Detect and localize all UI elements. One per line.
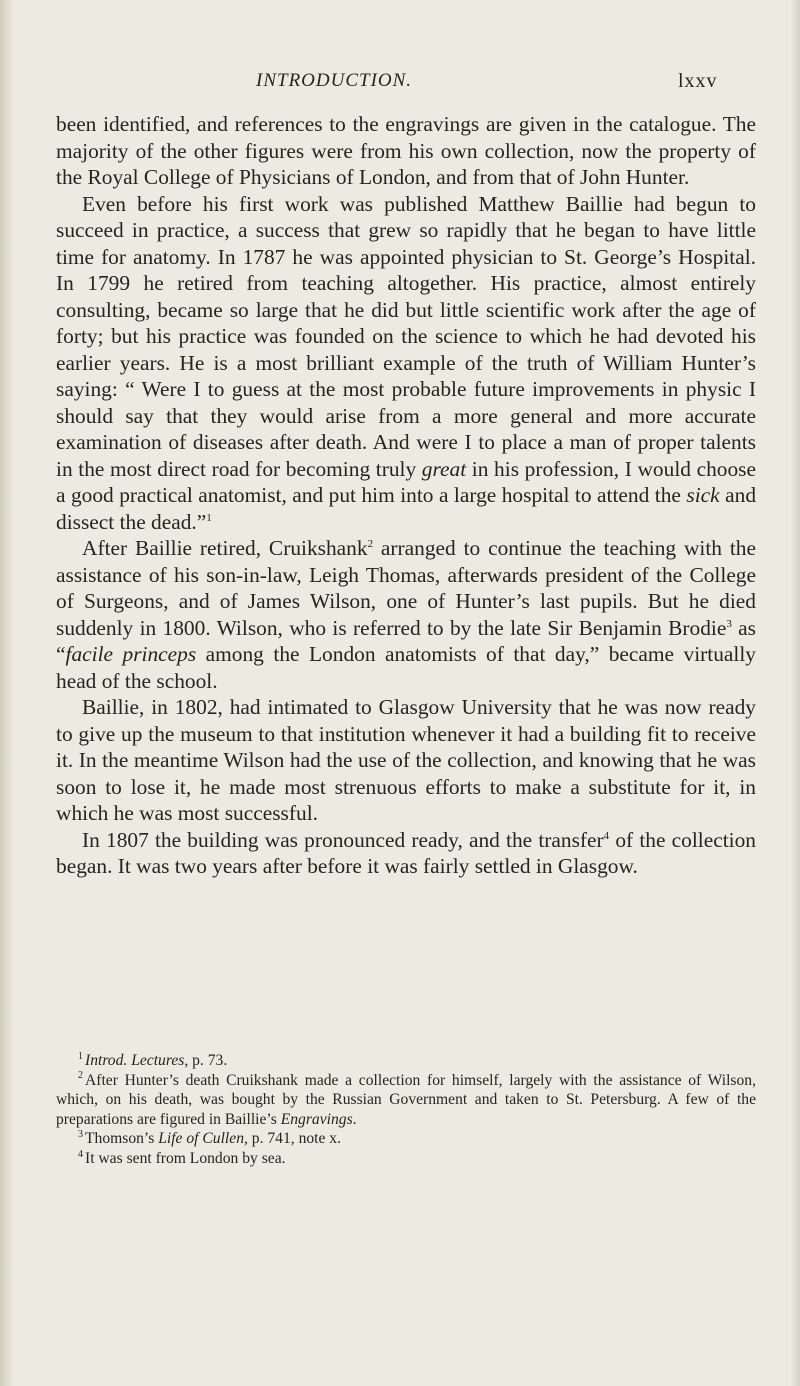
page-header [0, 70, 800, 100]
paragraph-5: In 1807 the building was pronounced ready, and the transfer$^4$ of the collection began. It was two years after before it was fairly settled in Glasgow. [56, 827, 756, 878]
page-edge-right [790, 0, 800, 1386]
page-edge-left [0, 0, 14, 1386]
emphasis-facile-princeps: facile princeps [65, 642, 197, 666]
footnotes [56, 1051, 756, 1169]
running-head: INTRODUCTION. [256, 70, 413, 91]
paragraph-3: After Baillie retired, Cruikshank$^2$ arranged to continue the teaching with the assistance of his son-in-law, Leigh Thomas, afterwards president of the College of Surgeons, and of James Wilson, one of Hunter’s last pupils. But he died suddenly in 1800. Wilson, who is referred to by the late Sir Benjamin Brodie$^3$ as “facile princeps among the London anatomists of that day,” became virtually head of the school. [56, 536, 756, 693]
emphasis-great: great [421, 456, 467, 481]
paragraph-1: been identified, and references to the engravings are given in the catalogue. The majority of the other figures were from his own collection, now the property of the Royal College of Physicians of London, and from that of John Hunter. [56, 112, 756, 189]
paragraph-4: Baillie, in 1802, had intimated to Glasgow University that he was now ready to give up the museum to that institution whenever it had a building fit to receive it. In the meantime Wilson had the use of the collection, and knowing that he was soon to lose it, he made most strenuous efforts to make a substitute for it, in which he was most successful. [56, 695, 756, 825]
body-text [56, 111, 756, 880]
emphasis-sick: sick [686, 483, 720, 507]
footnote-4: $^4$ It was sent from London by sea. [78, 1148, 286, 1167]
footnote-3: $^3$ Thomson’s Life of Cullen, p. 741, note x. [78, 1129, 342, 1148]
footnote-ref-2[interactable]: 2 [367, 537, 374, 550]
footnote-2: $^2$ After Hunter’s death Cruikshank made a collection for himself, largely with the assistance of Wilson, which, on his death, was bought by the Russian Government and taken to St. Petersburg. A few of the preparations are figured in Baillie’s Engravings. [56, 1070, 756, 1128]
paragraph-2: Even before his first work was published Matthew Baillie had begun to succeed in practice, a success that grew so rapidly that he began to have little time for anatomy. In 1787 he was appointed physician to St. George’s Hospital. In 1799 he retired from teaching altogether. His practice, almost entirely consulting, became so large that he did but little scientific work after the age of forty; but his practice was founded on the science to which he had devoted his earlier years. He is a most brilliant example of the truth of William Hunter’s saying: “ Were I to guess at the most probable future improvements in physic I should say that they would arise from a more general and more accurate examination of diseases after death. And were I to place a man of proper talents in the most direct road for becoming truly great in his profession, I would choose a good practical anatomist, and put him into a large hospital to attend the sick and dissect the dead.”$^1$ [56, 191, 757, 534]
footnote-1: $^1$ Introd. Lectures, p. 73. [78, 1050, 228, 1069]
footnote-ref-1[interactable]: 1 [206, 511, 212, 524]
page-number: lxxv [678, 70, 718, 92]
footnote-ref-3[interactable]: 3 [726, 617, 732, 630]
footnote-ref-4[interactable]: 4 [603, 829, 610, 842]
